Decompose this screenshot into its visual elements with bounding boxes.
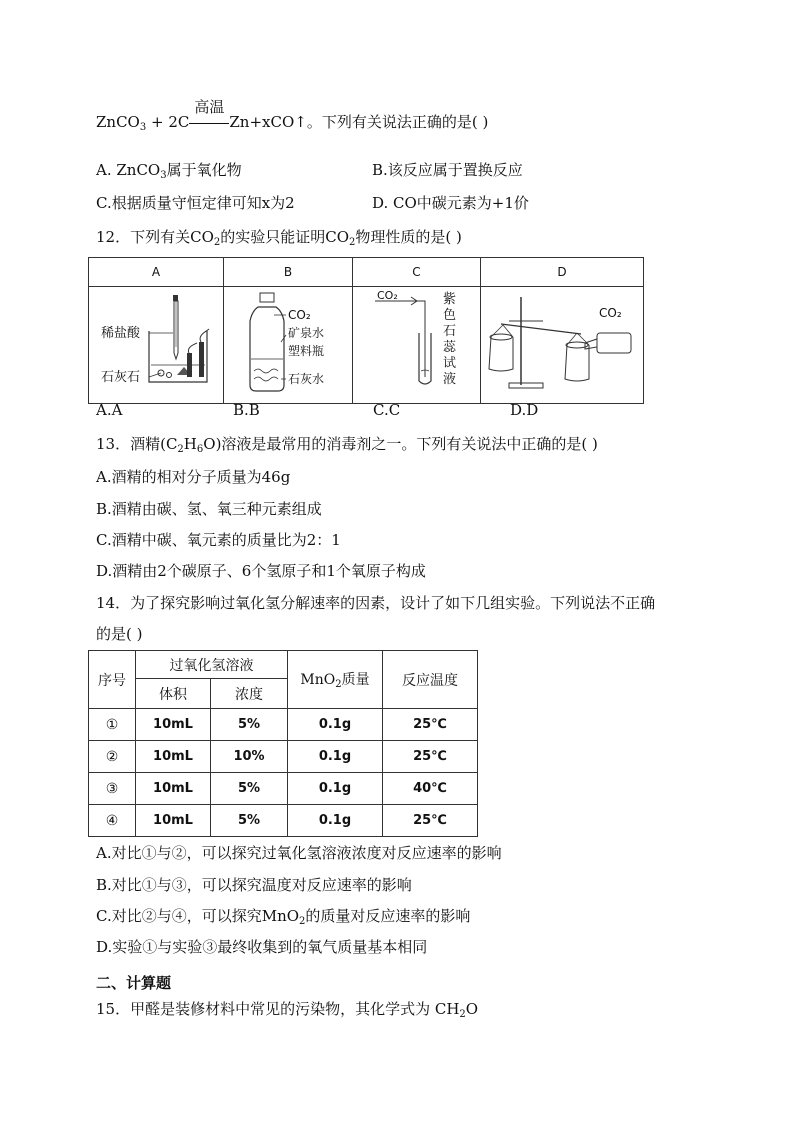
q14-data-table [88,650,478,837]
q11-option-c: C.根据质量守恒定律可知x为2 [96,194,295,212]
eq-after: 。下列有关说法正确的是( ) [306,113,489,131]
q14-header-concentration: 浓度 [211,679,288,709]
q15-stem [96,999,478,1025]
q14-header-mno2 [288,651,383,709]
eq-condition-text: 高温 [194,98,225,116]
q14-row1-concentration: 5% [211,709,288,741]
q13-sub-c: 2 [177,444,184,455]
q14-row1-temperature: 25℃ [383,709,478,741]
label-mineral-water: 矿泉水 [288,326,325,340]
q13-stem-3: O)溶液是最常用的消毒剂之一。下列有关说法中正确的是( ) [203,435,598,453]
q14-row1-index: ① [89,709,136,741]
q14-header-temperature: 反应温度 [383,651,478,709]
q14-option-c-sub: 2 [299,916,306,927]
q14-header-mno2-sub: 2 [335,679,342,690]
q14-stem-line1: 14．为了探究影响过氧化氢分解速率的因素，设计了如下几组实验。下列说法不正确 [96,594,656,612]
q12-stem [96,227,462,253]
q15-post: O [465,1000,479,1018]
q11-option-b: B.该反应属于置换反应 [372,161,523,179]
q14-option-d: D.实验①与实验③最终收集到的氧气质量基本相同 [96,938,428,956]
q14-row1-volume: 10mL [136,709,211,741]
q11-option-a-post: 属于氧化物 [166,161,242,179]
q11-equation [96,98,489,138]
label-litmus-1: 紫 [443,292,457,307]
label-litmus-2: 色 [443,308,457,323]
table-row [89,805,478,837]
label-hydrochloric-acid: 稀盐酸 [101,326,141,341]
label-litmus-6: 液 [443,372,457,387]
q13-option-d: D.酒精由2个碳原子、6个氢原子和1个氧原子构成 [96,562,426,580]
q14-option-c [96,906,470,932]
q14-row4-volume: 10mL [136,805,211,837]
q13-stem [96,434,598,460]
section-heading: 二、计算题 [96,974,172,992]
q14-option-c-pre: C.对比②与④，可以探究MnO [96,907,300,925]
q13-sub-h: 6 [196,444,204,455]
q12-stem-sub1: 2 [213,237,221,248]
q12-header-d: D [481,258,644,287]
q12-answer-b: B.B [233,401,260,419]
q12-stem-1: 12．下列有关CO [96,228,214,246]
q12-figure-a [89,287,224,404]
q14-option-a: A.对比①与②，可以探究过氧化氢溶液浓度对反应速率的影响 [96,844,502,862]
balance-diagram [481,287,643,400]
tube-diagram [353,287,480,400]
label-litmus-5: 试 [443,356,457,371]
q14-row4-index: ④ [89,805,136,837]
eq-plus: + 2C [146,113,190,131]
eq-left-sub: 3 [139,122,147,133]
q11-option-a [96,160,242,186]
q14-option-c-post: 的质量对反应速率的影响 [305,907,471,925]
eq-right: Zn+xCO↑ [229,113,307,131]
q14-header-index: 序号 [89,651,136,709]
q13-stem-1: 13．酒精(C [96,435,178,453]
q12-header-a: A [89,258,224,287]
label-co2-b: CO₂ [288,308,311,322]
label-plastic-bottle: 塑料瓶 [288,344,325,358]
eq-condition [189,98,229,133]
q14-row2-concentration: 10% [211,741,288,773]
q14-option-b: B.对比①与③，可以探究温度对反应速率的影响 [96,876,412,894]
q14-header-mno2-post: 质量 [341,672,370,688]
q14-header-mno2-pre: MnO [300,672,336,688]
q14-row3-mno2: 0.1g [288,773,383,805]
q12-experiment-table [88,257,644,404]
eq-arrow-bar [189,123,229,124]
label-limestone: 石灰石 [101,370,141,385]
q13-stem-2: H [183,435,197,453]
q13-option-c: C.酒精中碳、氧元素的质量比为2：1 [96,531,341,549]
q14-row3-temperature: 40℃ [383,773,478,805]
q14-row1-mno2: 0.1g [288,709,383,741]
q14-stem-line2: 的是( ) [96,625,143,643]
bottle-diagram [224,287,352,400]
q12-answer-d: D.D [510,401,539,419]
eq-left: ZnCO [96,113,140,131]
q12-header-c: C [353,258,481,287]
q13-option-a: A.酒精的相对分子质量为46g [96,468,291,486]
beaker-diagram [89,287,223,400]
label-limewater: 石灰水 [288,372,325,386]
table-row [89,709,478,741]
q15-sub: 2 [459,1009,466,1020]
q12-stem-2: 的实验只能证明CO [220,228,350,246]
label-co2-c: CO₂ [377,289,398,302]
q12-stem-sub2: 2 [349,237,356,248]
q14-header-volume: 体积 [136,679,211,709]
table-row [89,773,478,805]
q12-header-b: B [224,258,353,287]
q15-stem-text: 15．甲醛是装修材料中常见的污染物，其化学式为 CH [96,1000,460,1018]
q14-header-solution: 过氧化氢溶液 [136,651,288,679]
q11-option-d: D. CO中碳元素为+1价 [372,194,529,212]
q14-row2-volume: 10mL [136,741,211,773]
q12-stem-3: 物理性质的是( ) [355,228,462,246]
q12-figure-d [481,287,644,404]
q14-row3-concentration: 5% [211,773,288,805]
q14-row4-concentration: 5% [211,805,288,837]
q11-option-a-pre: A. ZnCO [96,161,161,179]
q12-figure-b [224,287,353,404]
table-row [89,741,478,773]
q11-option-a-sub: 3 [160,170,167,181]
label-co2-d: CO₂ [599,306,622,320]
label-litmus-4: 蕊 [443,340,457,355]
q14-row4-mno2: 0.1g [288,805,383,837]
q14-row3-volume: 10mL [136,773,211,805]
q14-row2-mno2: 0.1g [288,741,383,773]
q12-figure-c [353,287,481,404]
q12-answer-a: A.A [96,401,123,419]
q12-answer-c: C.C [373,401,401,419]
q14-row2-temperature: 25℃ [383,741,478,773]
q14-row4-temperature: 25℃ [383,805,478,837]
q14-row3-index: ③ [89,773,136,805]
q13-option-b: B.酒精由碳、氢、氧三种元素组成 [96,500,322,518]
label-litmus-3: 石 [443,324,457,339]
q14-row2-index: ② [89,741,136,773]
